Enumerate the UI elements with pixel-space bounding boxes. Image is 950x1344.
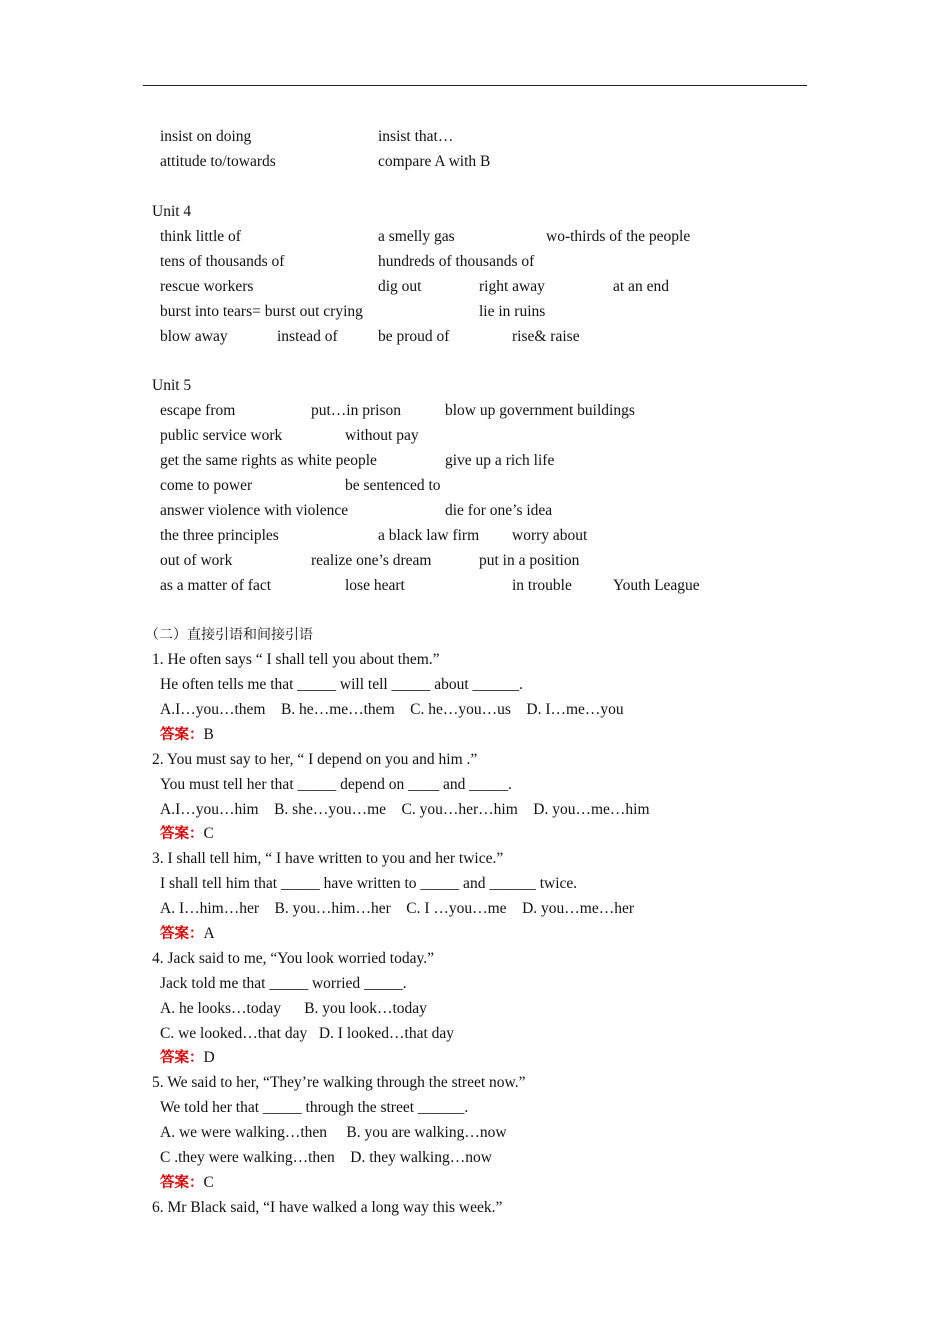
answer-value: B — [203, 726, 214, 743]
phrase: rescue workers — [160, 278, 254, 295]
answer-label: 答案： — [160, 1050, 204, 1066]
phrase: lie in ruins — [479, 303, 546, 320]
answer-label: 答案： — [160, 1175, 204, 1191]
phrase: rise& raise — [512, 328, 580, 345]
answer — [160, 1173, 214, 1193]
question-options: C .they were walking…then D. they walking…now — [160, 1149, 492, 1166]
phrase: come to power — [160, 477, 253, 494]
phrase: tens of thousands of — [160, 253, 285, 270]
question: 3. I shall tell him, “ I have written to you and her twice.” — [152, 850, 504, 867]
section-heading: （二）直接引语和间接引语 — [145, 627, 313, 643]
question: 2. You must say to her, “ I depend on you and him .” — [152, 751, 478, 768]
phrase: the three principles — [160, 527, 279, 544]
answer-label: 答案： — [160, 926, 204, 942]
question: 1. He often says “ I shall tell you about them.” — [152, 651, 440, 668]
answer — [160, 824, 214, 844]
phrase: put…in prison — [311, 402, 401, 419]
question-stem: He often tells me that _____ will tell _____ about ______. — [160, 676, 523, 693]
phrase: escape from — [160, 402, 236, 419]
phrase: Youth League — [613, 577, 700, 594]
unit-heading: Unit 5 — [152, 377, 192, 394]
phrase: public service work — [160, 427, 283, 444]
phrase: a black law firm — [378, 527, 480, 544]
phrase: instead of — [277, 328, 338, 345]
phrase: attitude to/towards — [160, 153, 276, 170]
phrase: give up a rich life — [445, 452, 555, 469]
phrase: as a matter of fact — [160, 577, 272, 594]
question: 5. We said to her, “They’re walking through the street now.” — [152, 1074, 526, 1091]
phrase: worry about — [512, 527, 588, 544]
answer-value: A — [203, 925, 215, 942]
question: 4. Jack said to me, “You look worried today.” — [152, 950, 434, 967]
question-stem: We told her that _____ through the street ______. — [160, 1099, 469, 1116]
question-stem: You must tell her that _____ depend on ____ and _____. — [160, 776, 512, 793]
phrase: insist on doing — [160, 128, 252, 145]
question-stem: I shall tell him that _____ have written to _____ and ______ twice. — [160, 875, 578, 892]
question-options: A. I…him…her B. you…him…her C. I …you…me D. you…me…her — [160, 900, 634, 917]
answer — [160, 725, 214, 745]
phrase: die for one’s idea — [445, 502, 553, 519]
answer-value: C — [203, 825, 214, 842]
phrase: a smelly gas — [378, 228, 455, 245]
phrase: insist that… — [378, 128, 454, 145]
question-options: A. we were walking…then B. you are walking…now — [160, 1124, 507, 1141]
phrase: at an end — [613, 278, 669, 295]
answer-value: C — [203, 1174, 214, 1191]
phrase: wo-thirds of the people — [546, 228, 691, 245]
phrase: be proud of — [378, 328, 450, 345]
phrase: out of work — [160, 552, 233, 569]
unit-heading: Unit 4 — [152, 203, 192, 220]
question: 6. Mr Black said, “I have walked a long way this week.” — [152, 1199, 503, 1216]
phrase: compare A with B — [378, 153, 491, 170]
phrase: think little of — [160, 228, 241, 245]
phrase: lose heart — [345, 577, 405, 594]
question-options: A.I…you…them B. he…me…them C. he…you…us D. I…me…you — [160, 701, 624, 718]
phrase: right away — [479, 278, 545, 295]
phrase: be sentenced to — [345, 477, 441, 494]
phrase: blow away — [160, 328, 228, 345]
answer-label: 答案： — [160, 727, 204, 743]
phrase: in trouble — [512, 577, 572, 594]
answer — [160, 1048, 215, 1068]
question-options: A. he looks…today B. you look…today — [160, 1000, 427, 1017]
phrase: answer violence with violence — [160, 502, 349, 519]
question-options: A.I…you…him B. she…you…me C. you…her…him D. you…me…him — [160, 801, 650, 818]
phrase: blow up government buildings — [445, 402, 635, 419]
answer — [160, 924, 215, 944]
phrase: realize one’s dream — [311, 552, 432, 569]
answer-label: 答案： — [160, 826, 204, 842]
header-rule — [143, 85, 807, 86]
answer-value: D — [203, 1049, 215, 1066]
phrase: hundreds of thousands of — [378, 253, 535, 270]
question-stem: Jack told me that _____ worried _____. — [160, 975, 407, 992]
phrase: without pay — [345, 427, 419, 444]
question-options: C. we looked…that day D. I looked…that day — [160, 1025, 455, 1042]
phrase: put in a position — [479, 552, 580, 569]
phrase: get the same rights as white people — [160, 452, 377, 469]
phrase: dig out — [378, 278, 422, 295]
phrase: burst into tears= burst out crying — [160, 303, 363, 320]
